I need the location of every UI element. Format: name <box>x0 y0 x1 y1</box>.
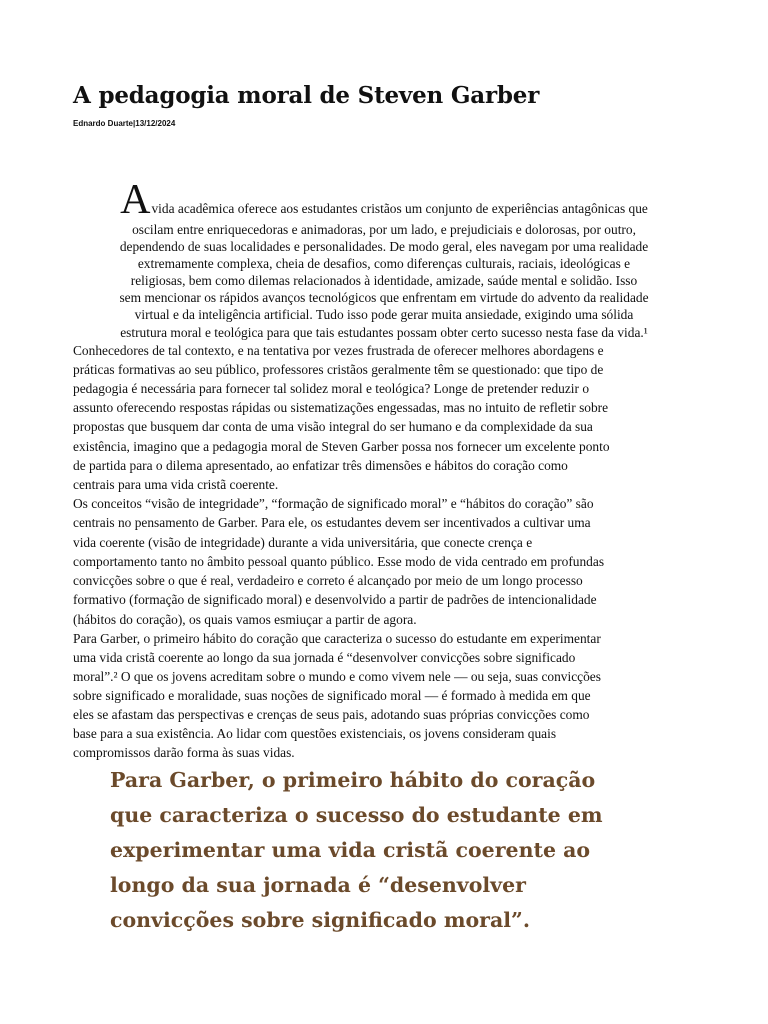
intro-line: dependendo de suas localidades e personalidades. De modo geral, eles navegam por uma realidade <box>119 239 649 255</box>
paragraph-line: vida coerente (visão de integridade) durante a vida universitária, que conecte crença e <box>73 534 533 550</box>
paragraph-line: assunto oferecendo respostas rápidas ou sistematizações engessadas, mas no intuito de refletir sobre <box>73 400 609 416</box>
article <box>73 80 695 762</box>
paragraph-line: base para a sua existência. Ao lidar com questões existenciais, os jovens consideram quais <box>73 725 557 741</box>
paragraph-line: de partida para o dilema apresentado, ao enfatizar três dimensões e hábitos do coração como <box>73 457 568 473</box>
paragraph-line: eles se afastam das perspectivas e crenças de seus pais, adotando suas próprias convicções como <box>73 706 590 722</box>
paragraph-line: sobre significado e moralidade, suas noções de significado moral — é formado à medida em que <box>73 687 591 703</box>
intro-line: extremamente complexa, cheia de desafios, como diferenças culturais, raciais, ideológicas e <box>137 256 631 272</box>
paragraph-line: propostas que busquem dar conta de uma visão integral do ser humano e da complexidade da sua <box>73 419 593 435</box>
article-title: A pedagogia moral de Steven Garber <box>73 82 540 109</box>
intro-line: sem mencionar os rápidos avanços tecnológicos que enfrentam em virtude do advento da realidade <box>119 290 649 306</box>
article-byline: Ednardo Duarte|13/12/2024 <box>73 119 176 128</box>
intro-line: oscilam entre enriquecedoras e animadoras, por um lado, e prejudiciais e dolorosas, por outro, <box>132 222 636 237</box>
pull-quote-line: Para Garber, o primeiro hábito do coração <box>110 768 596 792</box>
pull-quote-line: que caracteriza o sucesso do estudante em <box>110 803 603 827</box>
paragraph-line: centrais no pensamento de Garber. Para ele, os estudantes devem ser incentivados a cultivar uma <box>73 515 591 531</box>
pull-quote <box>110 763 630 938</box>
paragraph-line: moral”.² O que os jovens acreditam sobre o mundo e como vivem nele — ou seja, suas convicções <box>73 668 601 684</box>
intro-paragraph <box>73 179 695 341</box>
intro-line: virtual e da inteligência artificial. Tudo isso pode gerar muita ansiedade, exigindo uma sólida <box>134 307 634 323</box>
pull-quote-line: longo da sua jornada é “desenvolver <box>110 873 526 897</box>
paragraph-line: comportamento tanto no âmbito pessoal quanto público. Esse modo de vida centrado em profundas <box>73 553 605 569</box>
drop-cap: A <box>120 177 151 223</box>
paragraph-line: formativo (formação de significado moral) e desenvolvido a partir de padrões de intencionalidade <box>73 592 597 608</box>
intro-line: vida acadêmica oferece aos estudantes cristãos um conjunto de experiências antagônicas que <box>151 201 648 216</box>
paragraph-line: compromissos darão forma às suas vidas. <box>73 744 295 760</box>
paragraph-line: uma vida cristã coerente ao longo da sua jornada é “desenvolver convicções sobre significado <box>73 649 576 665</box>
paragraph-line: práticas formativas ao seu público, professores cristãos geralmente têm se questionado: que tipo de <box>73 361 604 377</box>
pull-quote-line: convicções sobre significado moral”. <box>110 908 530 932</box>
paragraph-line: Os conceitos “visão de integridade”, “formação de significado moral” e “hábitos do coração” são <box>73 496 594 512</box>
paragraph-line: existência, imagino que a pedagogia moral de Steven Garber possa nos fornecer um excelente ponto <box>73 438 610 454</box>
paragraph-line: convicções sobre o que é real, verdadeiro e correto é alcançado por meio de um longo processo <box>73 573 583 589</box>
intro-line: religiosas, bem como dilemas relacionados à identidade, amizade, saúde mental e solidão. Isso <box>130 273 638 289</box>
body-paragraph-2 <box>73 494 695 628</box>
body-paragraph-1 <box>73 341 695 495</box>
intro-first-line <box>73 179 695 221</box>
paragraph-line: pedagogia é necessária para fornecer tal solidez moral e teológica? Longe de pretender reduzir o <box>73 381 590 397</box>
pull-quote-line: experimentar uma vida cristã coerente ao <box>110 838 591 862</box>
paragraph-line: Conhecedores de tal contexto, e na tentativa por vezes frustrada de oferecer melhores abordagens e <box>73 342 604 358</box>
body-paragraph-3 <box>73 629 695 762</box>
intro-line: estrutura moral e teológica para que tais estudantes possam obter certo sucesso nesta fase da vida.¹ <box>120 324 648 340</box>
paragraph-line: Para Garber, o primeiro hábito do coração que caracteriza o sucesso do estudante em experimentar <box>73 630 601 646</box>
paragraph-line: centrais para uma vida cristã coerente. <box>73 477 279 493</box>
paragraph-line: (hábitos do coração), os quais vamos esmiuçar a partir de agora. <box>73 611 417 627</box>
